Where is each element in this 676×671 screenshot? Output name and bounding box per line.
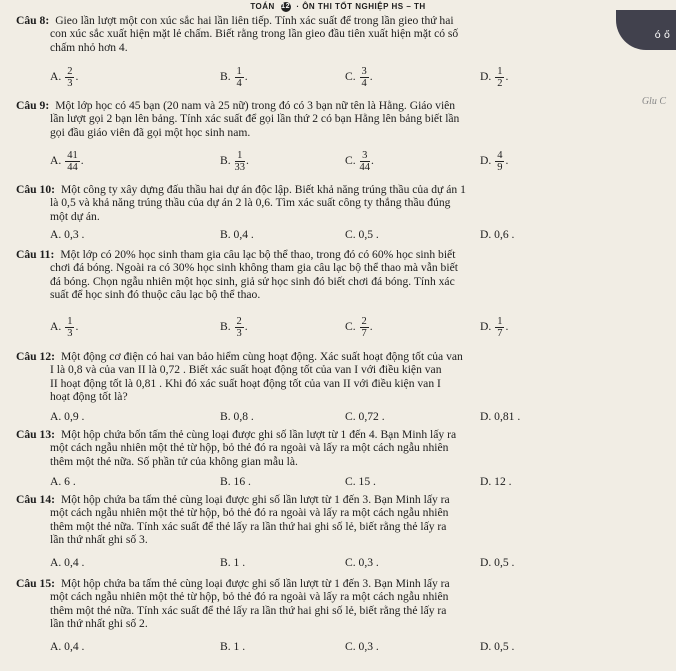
option-a[interactable]: A. 0,4 . <box>50 556 85 569</box>
option-d[interactable]: D. 0,5 . <box>480 640 515 653</box>
question-11 <box>16 248 636 302</box>
option-c[interactable]: C. $\frac{3}{44}$ . <box>345 150 374 173</box>
question-text: Một công ty xây dựng đấu thầu hai dự án độc lập. Biết khả năng trúng thầu của dự án 1 <box>60 183 466 196</box>
question-text: lần thứ nhất ghi số 3. <box>50 533 148 547</box>
option-b[interactable]: B. $\frac{2}{3}$ . <box>220 316 248 339</box>
question-text: gọi đầu giáo viên đã gọi một học sinh nam. <box>50 125 251 139</box>
option-d[interactable]: D. 12 . <box>480 475 512 488</box>
question-label: Câu 12: <box>16 350 55 363</box>
option-d[interactable]: D. 0,81 . <box>480 410 521 423</box>
question-text: thêm một thẻ nữa. Số phần tử của không gian mẫu là. <box>50 454 298 468</box>
question-text: một dự án. <box>50 209 100 223</box>
question-text: một cách ngẫu nhiên một thẻ từ hộp, bỏ thẻ đó ra ngoài và lấy ra một cách ngẫu nhiên <box>50 590 449 604</box>
option-b[interactable]: B. 0,8 . <box>220 410 254 423</box>
question-text: Gieo lần lượt một con xúc sắc hai lần liên tiếp. Tính xác suất để trong lần gieo thứ hai <box>55 14 454 27</box>
corner-text: ó ő <box>654 30 670 41</box>
question-text: con xúc sắc xuất hiện mặt lẻ chấm. Biết rằng trong lần gieo đầu tiên xuất hiện mặt có số <box>50 27 459 41</box>
option-b[interactable]: B. 1 . <box>220 556 246 569</box>
question-text: Một hộp chứa ba tấm thẻ cùng loại được ghi số lần lượt từ 1 đến 3. Bạn Minh lấy ra <box>60 493 450 506</box>
option-d[interactable]: D. $\frac{1}{7}$ . <box>480 316 509 339</box>
option-d[interactable]: D. 0,5 . <box>480 556 515 569</box>
question-text: II hoạt động tốt là 0,81 . Khi đó xác suất hoạt động tốt của van II với điều kiện van I <box>50 376 441 390</box>
option-c[interactable]: C. 0,3 . <box>345 640 379 653</box>
question-14 <box>16 493 636 547</box>
question-text: là 0,5 và khả năng trúng thầu của dự án 2 là 0,6. Tìm xác suất công ty thắng thầu đúng <box>50 196 451 210</box>
question-text: lần lượt gọi 2 bạn lên bảng. Tính xác suất để gọi lần thứ 2 có bạn Hằng lên bảng biết lần <box>50 112 460 126</box>
question-label: Câu 13: <box>16 428 55 441</box>
question-text: chơi đá bóng. Ngoài ra có 30% học sinh không tham gia câu lạc bộ thể thao mà vẫn biết <box>50 261 458 275</box>
option-b[interactable]: B. $\frac{1}{4}$ . <box>220 66 248 89</box>
option-b[interactable]: B. 1 . <box>220 640 246 653</box>
question-label: Câu 14: <box>16 493 55 506</box>
question-text: Một hộp chứa ba tấm thẻ cùng loại được ghi số lần lượt từ 1 đến 3. Bạn Minh lấy ra <box>60 577 450 590</box>
option-d[interactable]: D. 0,6 . <box>480 228 515 241</box>
question-text: Một lớp có 20% học sinh tham gia câu lạc bộ thể thao, trong đó có 60% học sinh biết <box>60 248 456 261</box>
question-label: Câu 15: <box>16 577 55 590</box>
header-number-badge: 12 <box>281 3 290 10</box>
option-a[interactable]: A. $\frac{1}{3}$ . <box>50 316 79 339</box>
option-c[interactable]: C. $\frac{2}{7}$ . <box>345 316 373 339</box>
option-d[interactable]: D. $\frac{1}{2}$ . <box>480 66 509 89</box>
page-header <box>0 2 676 12</box>
question-text: lần thứ nhất ghi số 2. <box>50 617 148 631</box>
question-text: suất để học sinh đó thuộc câu lạc bộ thể thao. <box>50 288 261 302</box>
question-text: Một động cơ điện có hai van bảo hiểm cùng hoạt động. Xác suất hoạt động tốt của van <box>60 350 463 363</box>
question-text: Một hộp chứa bốn tấm thẻ cùng loại được ghi số lần lượt từ 1 đến 4. Bạn Minh lấy ra <box>60 428 457 441</box>
header-subject: TOÁN <box>250 2 275 12</box>
option-d[interactable]: D. $\frac{4}{9}$ . <box>480 150 509 173</box>
option-a[interactable]: A. $\frac{41}{44}$ . <box>50 150 84 173</box>
option-c[interactable]: C. 15 . <box>345 475 376 488</box>
question-8 <box>16 14 636 54</box>
question-15 <box>16 577 636 631</box>
question-text: chấm nhỏ hơn 4. <box>50 40 128 54</box>
option-a[interactable]: A. 0,3 . <box>50 228 85 241</box>
question-9 <box>16 99 636 139</box>
question-text: I là 0,8 và của van II là 0,72 . Biết xác suất hoạt động tốt của van I với điều kiện van <box>50 363 442 377</box>
question-12 <box>16 350 636 404</box>
option-a[interactable]: A. $\frac{2}{3}$ . <box>50 66 79 89</box>
option-b[interactable]: B. 0,4 . <box>220 228 254 241</box>
question-text: đá bóng. Chọn ngẫu nhiên một học sinh, giả sử học sinh đó biết chơi đá bóng. Tính xác <box>50 274 455 288</box>
option-c[interactable]: C. 0,5 . <box>345 228 379 241</box>
option-a[interactable]: A. 6 . <box>50 475 76 488</box>
question-label: Câu 11: <box>16 248 55 261</box>
question-13 <box>16 428 636 468</box>
question-text: một cách ngẫu nhiên một thẻ từ hộp, bỏ thẻ đó ra ngoài và lấy ra một cách ngẫu nhiên <box>50 506 449 520</box>
question-10 <box>16 183 636 223</box>
option-a[interactable]: A. 0,9 . <box>50 410 85 423</box>
question-text: hoạt động tốt là? <box>50 390 128 404</box>
margin-handwriting: Glu C <box>641 96 666 107</box>
option-c[interactable]: C. 0,3 . <box>345 556 379 569</box>
option-b[interactable]: B. $\frac{1}{33}$ . <box>220 150 249 173</box>
question-text: thêm một thẻ nữa. Tính xác suất để thẻ lấy ra lần thứ hai ghi số lẻ, biết rằng thẻ lấy ra <box>50 603 447 617</box>
question-text: Một lớp học có 45 bạn (20 nam và 25 nữ) trong đó có 3 bạn nữ tên là Hằng. Giáo viên <box>55 99 456 112</box>
question-text: một cách ngẫu nhiên một thẻ từ hộp, bỏ thẻ đó ra ngoài và lấy ra một cách ngẫu nhiên <box>50 441 449 455</box>
option-b[interactable]: B. 16 . <box>220 475 251 488</box>
question-label: Câu 8: <box>16 14 50 27</box>
option-c[interactable]: C. 0,72 . <box>345 410 385 423</box>
option-a[interactable]: A. 0,4 . <box>50 640 85 653</box>
question-label: Câu 10: <box>16 183 55 196</box>
question-label: Câu 9: <box>16 99 50 112</box>
header-title: · ÔN THI TỐT NGHIỆP HS – TH <box>296 2 426 12</box>
question-text: thêm một thẻ nữa. Tính xác suất để thẻ lấy ra lần thứ hai ghi số lẻ, biết rằng thẻ lấy ra <box>50 519 447 533</box>
option-c[interactable]: C. $\frac{3}{4}$ . <box>345 66 373 89</box>
